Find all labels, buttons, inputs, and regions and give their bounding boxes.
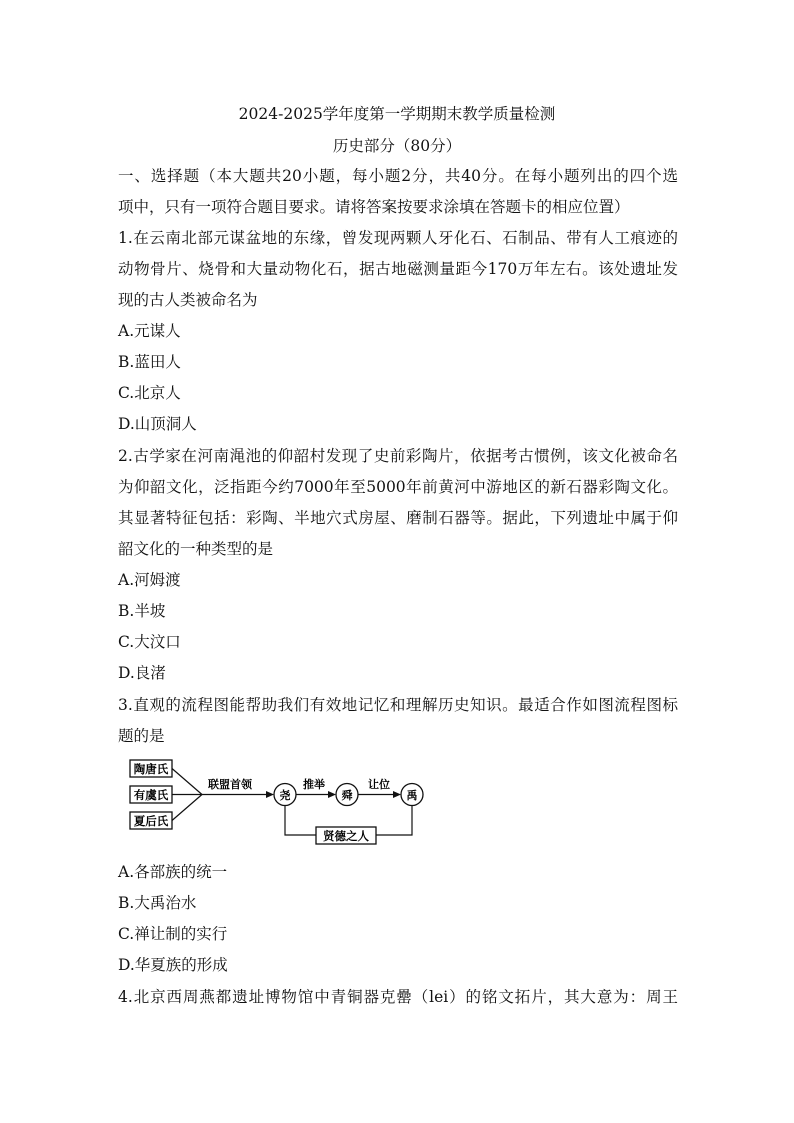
converging-lines xyxy=(172,769,202,821)
node-label: 舜 xyxy=(341,789,353,802)
tribe-box-xiahou xyxy=(130,812,172,829)
q2-option-a: A.河姆渡 xyxy=(118,571,181,589)
q1-option-b: B.蓝田人 xyxy=(118,353,181,371)
exam-title: 2024-2025学年度第一学期期末教学质量检测 xyxy=(238,105,556,123)
q2-stem-line-2: 为仰韶文化，泛指距今约7000年至5000年前黄河中游地区的新石器彩陶文化。 xyxy=(118,478,678,496)
tribe-label: 陶唐氏 xyxy=(133,762,169,776)
q1-option-c: C.北京人 xyxy=(118,384,181,402)
arrowhead-icon xyxy=(328,791,336,798)
q2-stem-line-1: 2.古学家在河南渑池的仰韶村发现了史前彩陶片，依据考古惯例，该文化被命名 xyxy=(118,447,678,465)
q1-stem-line-2: 动物骨片、烧骨和大量动物化石，据古地磁测量距今170万年左右。该处遗址发 xyxy=(118,260,678,278)
section-heading-line-1: 一、选择题（本大题共20小题，每小题2分，共40分。在每小题列出的四个选 xyxy=(118,167,678,185)
edge-label-recommend: 推举 xyxy=(303,778,325,791)
q2-option-b: B.半坡 xyxy=(118,602,166,620)
node-label: 禹 xyxy=(406,789,418,802)
q2-option-c: C.大汶口 xyxy=(118,633,181,651)
q3-stem-line-1: 3.直观的流程图能帮助我们有效地记忆和理解历史知识。最适合作如图流程图标 xyxy=(118,696,678,714)
edge-label-alliance: 联盟首领 xyxy=(208,778,252,791)
tribe-box-taotang xyxy=(130,760,172,777)
node-yu xyxy=(401,784,423,806)
q2-stem-line-3: 其显著特征包括：彩陶、半地穴式房屋、磨制石器等。据此，下列遗址中属于仰 xyxy=(118,509,678,527)
q1-option-d: D.山顶洞人 xyxy=(118,415,197,433)
arrowhead-icon xyxy=(393,791,401,798)
q3-option-d: D.华夏族的形成 xyxy=(118,956,228,974)
q4-stem-line-1: 4.北京西周燕都遗址博物馆中青铜器克罍（lei）的铭文拓片，其大意为：周王 xyxy=(118,988,678,1006)
flowchart-diagram xyxy=(128,757,448,851)
edge-label-abdicate: 让位 xyxy=(368,778,390,791)
q1-option-a: A.元谋人 xyxy=(118,322,181,340)
tribe-label: 有虞氏 xyxy=(133,788,169,802)
node-shun xyxy=(336,784,358,806)
q3-option-a: A.各部族的统一 xyxy=(118,863,228,881)
node-yao xyxy=(274,784,296,806)
tribe-label: 夏后氏 xyxy=(133,814,169,828)
tribe-box-youyu xyxy=(130,786,172,803)
q2-stem-line-4: 韶文化的一种类型的是 xyxy=(118,540,274,558)
q2-option-d: D.良渚 xyxy=(118,664,166,682)
q1-stem-line-1: 1.在云南北部元谋盆地的东缘，曾发现两颗人牙化石、石制品、带有人工痕迹的 xyxy=(118,229,678,247)
q3-option-c: C.禅让制的实行 xyxy=(118,925,228,943)
arrowhead-icon xyxy=(266,791,274,798)
exam-subtitle: 历史部分（80分） xyxy=(332,137,462,155)
section-heading-line-2: 项中，只有一项符合题目要求。请将答案按要求涂填在答题卡的相应位置） xyxy=(118,198,630,216)
node-label: 尧 xyxy=(279,789,291,802)
q3-option-b: B.大禹治水 xyxy=(118,894,197,912)
q3-stem-line-2: 题的是 xyxy=(118,727,165,745)
bottom-label: 贤德之人 xyxy=(323,829,369,843)
q1-stem-line-3: 现的古人类被命名为 xyxy=(118,291,258,309)
